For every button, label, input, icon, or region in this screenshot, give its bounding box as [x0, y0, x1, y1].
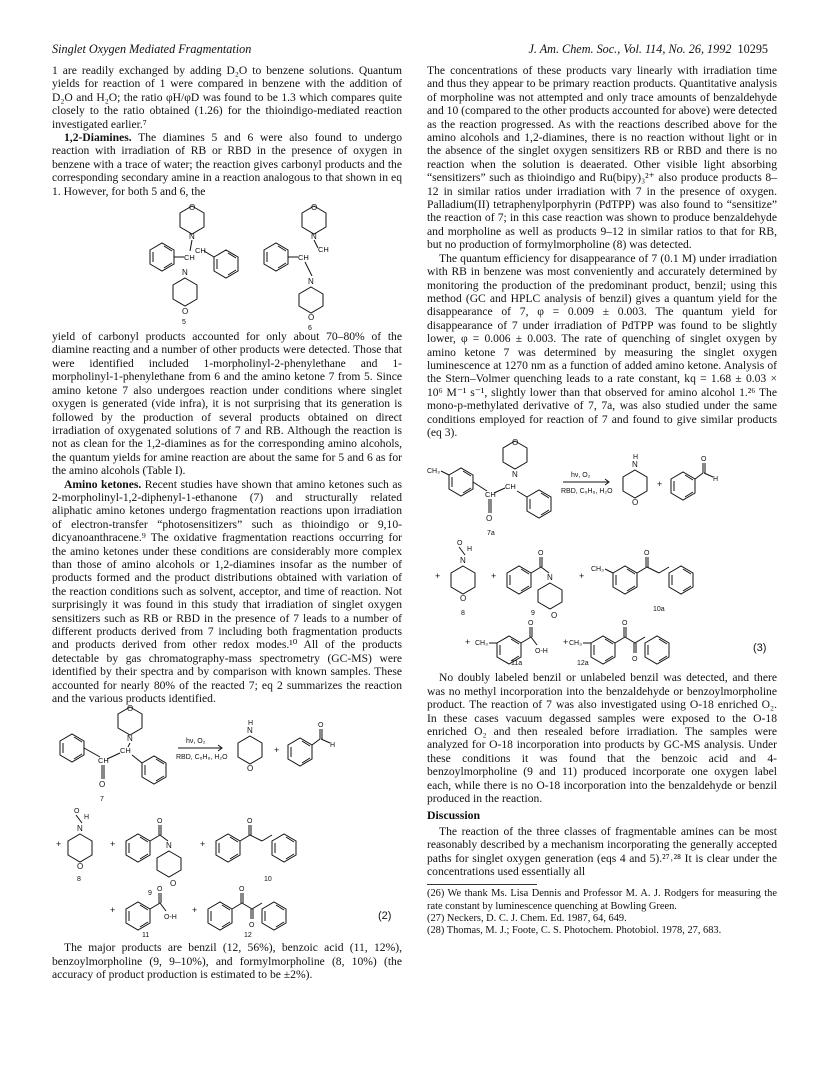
- svg-text:12: 12: [244, 932, 252, 940]
- equation-3: [427, 438, 777, 668]
- svg-text:N: N: [189, 232, 195, 242]
- svg-text:N: N: [127, 734, 133, 744]
- product-morpholine: [238, 720, 279, 773]
- product-12: [192, 886, 391, 939]
- svg-text:O: O: [182, 307, 189, 317]
- reaction-arrow: [561, 472, 613, 495]
- equation-number: (2): [378, 910, 392, 923]
- svg-text:RBD, C₆H₆, H₂O: RBD, C₆H₆, H₂O: [561, 488, 613, 496]
- svg-text:CH: CH: [298, 253, 309, 263]
- svg-text:N: N: [632, 460, 638, 470]
- paragraph: The concentrations of these products vary linearly with irradiation time and thus they appear to be primary reaction products. Quantitative analysis of morpholine was not attempted and only trace amounts of benzaldehyde and 10 (compared to the other products accounted for above) were detected as the reaction progressed. As with the reactions described above for the amino alcohols and 1,2-diamines, there is no reaction without light or in the absence of the singlet oxygen sensitizers RB or RBD and there is no reaction when the solution is deaerated. Other visible light absorbing “sensitizers” such as thioindigo and Ru(bipy)₃²⁺ also produce products 8–12 in similar ratios under irradiation with 7 in the presence of oxygen. Palladium(II) tetraphenylporphyrin (PdTPP) was also found to “sensitize” the reaction of 7; in this case reaction was shown to produce benzaldehyde and morpholine as well as products 9–12 in similar ratios to that for RB, but no production of formylmorpholine (8) was detected.: [427, 64, 777, 252]
- svg-text:CH₃: CH₃: [427, 468, 440, 476]
- svg-text:O: O: [512, 438, 519, 448]
- svg-text:+: +: [579, 571, 585, 582]
- equation-2: [52, 704, 402, 940]
- svg-text:11: 11: [142, 932, 150, 940]
- svg-text:9: 9: [531, 610, 535, 618]
- svg-text:O: O: [247, 818, 253, 826]
- svg-text:CH: CH: [120, 746, 131, 756]
- svg-text:CH: CH: [184, 253, 195, 263]
- svg-text:O: O: [457, 540, 463, 548]
- structure-5: [150, 203, 238, 326]
- section-run-head: 1,2-Diamines.: [64, 131, 132, 145]
- svg-text:8: 8: [461, 610, 465, 618]
- svg-text:12a: 12a: [577, 660, 589, 668]
- svg-text:9: 9: [148, 890, 152, 898]
- svg-text:CH: CH: [195, 246, 206, 256]
- svg-text:O: O: [247, 764, 254, 774]
- svg-text:CH: CH: [318, 245, 329, 255]
- header-citation: J. Am. Chem. Soc., Vol. 114, No. 26, 1992 10295: [528, 42, 768, 56]
- svg-text:CH₃: CH₃: [475, 640, 488, 648]
- equation-number: (3): [753, 642, 767, 655]
- svg-text:+: +: [110, 905, 116, 916]
- svg-text:CH: CH: [485, 490, 496, 500]
- svg-text:H: H: [633, 454, 639, 462]
- paragraph: 1,2-Diamines. The diamines 5 and 6 were also found to undergo reaction with irradiation of RB or RBD in the presence of oxygen in benzene with a trace of water; the reaction gives carbonyl products and the corresponding secondary amine in a reaction analogous to that shown in eq 1. However, for both 5 and 6, the: [52, 131, 402, 198]
- svg-text:O: O: [460, 594, 467, 604]
- svg-text:+: +: [435, 571, 441, 582]
- running-header: [52, 42, 768, 58]
- product-benzaldehyde: [671, 456, 718, 500]
- svg-text:CH: CH: [98, 756, 109, 766]
- svg-text:O: O: [77, 862, 84, 872]
- svg-text:8: 8: [77, 876, 81, 884]
- section-title: Discussion: [427, 808, 481, 823]
- product-11a: [465, 620, 548, 667]
- reaction-arrow: [176, 738, 228, 761]
- reactant-7a: [427, 438, 551, 537]
- product-8: [435, 540, 475, 617]
- svg-text:N: N: [547, 573, 553, 583]
- paragraph: yield of carbonyl products accounted for only about 70–80% of the diamine reacting and a number of other products were detected. Those that were identified included 1-morpholinyl-2-phenylethane and 1-morpholinyl-1-phenylethane from 6 and the amino ketone 7 from 5. Since amino ketone 7 also undergoes reaction under conditions where singlet oxygen is generated (vide infra), it is not surprising that its generation is followed by the production of several products obtained on direct irradiation of oxygenated solutions of 7 and RB. Although the reaction is not as clean for the 1,2-diamines as for the corresponding amino alcohols, the quantum yields for amine reaction are about the same for 5 and 6 as for the amino alcohols (Table I).: [52, 330, 402, 478]
- paragraph: The quantum efficiency for disappearance of 7 (0.1 M) under irradiation with RB in benzene was most conveniently and accurately determined by monitoring the production of the predominant product, benzil; using this method (GC and HPLC analysis of benzil) gives a quantum yield for the disappearance of 7, φ = 0.009 ± 0.003. The quantum yield for disappearance of 7 under irradiation of PdTPP was found to be slightly lower, φ = 0.006 ± 0.003. The rate of quenching of singlet oxygen by amino ketone 7 was determined by measuring the singlet oxygen luminescence at 1270 nm as a function of added amino ketone. Analysis of the Stern–Volmer quenching leads to a rate constant, kq = 1.68 ± 0.03 × 10⁶ M⁻¹ s⁻¹, slightly lower than that observed for amino alcohol 1.²⁶ The mono-p-methylated derivative of 7, 7a, was also studied under the same conditions employed for reaction of 7 and found to give similar products (eq 3).: [427, 251, 777, 439]
- paragraph: The reaction of the three classes of fragmentable amines can be most reasonably described by a mechanism incorporating the generally accepted paths for singlet oxygen generation (eqs 4 and 5).²⁷˒²⁸ It is clear under the concentrations used essentially all: [427, 824, 777, 879]
- paragraph: The major products are benzil (12, 56%), benzoic acid (11, 12%), benzoylmorpholine (9, 9–10%), and formylmorpholine (8, 10%) (the accuracy of product production is estimated to be ±2%).: [52, 941, 402, 982]
- svg-text:+: +: [200, 839, 206, 850]
- svg-text:N: N: [166, 841, 172, 851]
- svg-text:N: N: [512, 470, 518, 480]
- paragraph: 1 are readily exchanged by adding D₂O to benzene solutions. Quantum yields for reaction of 1 were compared in benzene with the addition of D₂O and H₂O; the ratio φH/φD was found to be 1.3 which compares quite closely to the ratio obtained (1.26) for the thioindigo-mediated reaction investigated earlier.⁷: [52, 64, 402, 131]
- product-10a: [579, 550, 693, 613]
- section-run-head: Amino ketones.: [64, 477, 142, 491]
- svg-text:H: H: [713, 476, 719, 484]
- footnote: (26) We thank Ms. Lisa Dennis and Professor M. A. J. Rodgers for measuring the rate constant by luminescence quenching at Bowling Green.: [427, 888, 777, 912]
- product-9: [491, 550, 562, 620]
- svg-text:6: 6: [308, 325, 312, 333]
- svg-text:N: N: [460, 556, 466, 566]
- svg-text:O: O: [632, 498, 639, 508]
- svg-text:10a: 10a: [653, 606, 665, 614]
- footnote-divider: [427, 884, 537, 885]
- svg-text:O: O: [528, 620, 534, 628]
- structure-6: [264, 203, 329, 332]
- svg-text:O: O: [318, 722, 324, 730]
- footnote: (27) Neckers, D. C. J. Chem. Ed. 1987, 64, 649.: [427, 912, 627, 924]
- svg-text:O: O: [157, 818, 163, 826]
- svg-text:O: O: [127, 704, 134, 714]
- svg-text:hν, O₂: hν, O₂: [186, 738, 206, 746]
- svg-text:O-H: O-H: [535, 648, 548, 656]
- svg-text:O: O: [622, 620, 628, 628]
- svg-text:O: O: [311, 203, 318, 213]
- svg-text:O: O: [170, 879, 177, 889]
- svg-text:+: +: [56, 839, 62, 850]
- svg-text:+: +: [192, 905, 198, 916]
- left-column: [52, 64, 402, 982]
- svg-text:O: O: [551, 611, 558, 621]
- svg-text:O: O: [486, 514, 493, 524]
- svg-text:O: O: [74, 808, 80, 816]
- header-title: Singlet Oxygen Mediated Fragmentation: [52, 42, 252, 56]
- svg-text:11a: 11a: [511, 660, 523, 668]
- svg-text:CH₃: CH₃: [569, 640, 582, 648]
- svg-text:O: O: [632, 656, 638, 664]
- svg-text:O: O: [99, 780, 106, 790]
- svg-text:10: 10: [264, 876, 272, 884]
- svg-text:RBD, C₆H₆, H₂O: RBD, C₆H₆, H₂O: [176, 754, 228, 762]
- svg-text:CH₃: CH₃: [591, 566, 604, 574]
- svg-text:O: O: [249, 922, 255, 930]
- svg-text:N: N: [247, 726, 253, 736]
- product-benzaldehyde: [288, 722, 335, 766]
- product-9: [110, 818, 181, 897]
- svg-text:N: N: [182, 268, 188, 278]
- svg-text:5: 5: [182, 319, 186, 327]
- svg-text:H: H: [330, 742, 336, 750]
- svg-text:+: +: [465, 637, 471, 648]
- paragraph: No doubly labeled benzil or unlabeled benzil was detected, and there was no methyl incorporation into the benzaldehyde or benzoylmorpholine product. The reaction of 7 was also investigated using O-18 enriched O₂. In these cases vacuum degassed samples were exposed to the O-18 enriched O₂ and then resealed before irradiation. The samples were analyzed for O-18 incorporation into products by GC-MS analysis. Under these conditions it was found that the benzoic acid and 4-benzoylmorpholine (9 and 11) produced incorporate one oxygen label each, while there is no O-18 incorporation into the benzaldehyde or benzil produced in the reaction.: [427, 671, 777, 806]
- svg-text:hν, O₂: hν, O₂: [571, 472, 591, 480]
- svg-text:7a: 7a: [487, 530, 495, 538]
- product-12a: [563, 620, 766, 667]
- structures-5-6: [52, 198, 402, 333]
- product-morpholine: [623, 454, 662, 507]
- product-11: [110, 886, 177, 939]
- svg-text:+: +: [491, 571, 497, 582]
- svg-text:O: O: [308, 313, 315, 323]
- svg-text:N: N: [311, 232, 317, 242]
- svg-text:H: H: [84, 814, 90, 822]
- svg-text:O: O: [701, 456, 707, 464]
- svg-text:H: H: [248, 720, 254, 728]
- product-10: [200, 818, 296, 883]
- svg-text:+: +: [657, 479, 663, 490]
- svg-text:N: N: [308, 277, 314, 287]
- svg-text:O: O: [189, 203, 196, 213]
- product-8: [56, 808, 92, 883]
- svg-text:+: +: [563, 637, 569, 648]
- svg-text:CH: CH: [505, 482, 516, 492]
- svg-text:N: N: [77, 824, 83, 834]
- svg-text:O: O: [239, 886, 245, 894]
- page-number: 10295: [737, 42, 768, 56]
- svg-text:O: O: [157, 886, 163, 894]
- right-column: [427, 64, 777, 937]
- reactant-7: [60, 704, 166, 803]
- svg-text:+: +: [274, 745, 280, 756]
- svg-text:O: O: [644, 550, 650, 558]
- svg-text:H: H: [467, 546, 473, 554]
- paragraph: Amino ketones. Recent studies have shown that amino ketones such as 2-morpholinyl-1,2-diphenyl-1-ethanone (7) and structurally related aliphatic amino ketones undergo fragmentation reactions upon irradiation of electron-transfer “photosensitizers” such as thioindigo or 9,10-dicyanoanthracene.⁹ The oxidative fragmentation reactions occurring for the amino ketones under these conditions are considerably more complex than those of amino alcohols or 1,2-diamines insofar as the number of products formed and the product distributions obtained with variation of the reaction conditions such as solvent, acceptor, and time of reaction. Not surprisingly it was found in this study that irradiation of singlet oxygen sensitizers such as RB or RBD in the presence of 7 leads to a number of different products derived from 7 including both fragmentation products and products derived from other redox modes.¹⁰ All of the products detectable by gas chromatography-mass spectrometry (GC-MS) were identified by their spectra and by comparison with known samples. These accounted for nearly 80% of the reacted 7; eq 2 summarizes the reaction and the various products identified.: [52, 477, 402, 706]
- footnote: (28) Thomas, M. J.; Foote, C. S. Photochem. Photobiol. 1978, 27, 683.: [427, 925, 722, 937]
- svg-text:+: +: [110, 839, 116, 850]
- svg-text:O: O: [538, 550, 544, 558]
- svg-text:O-H: O-H: [164, 914, 177, 922]
- svg-text:7: 7: [100, 796, 104, 804]
